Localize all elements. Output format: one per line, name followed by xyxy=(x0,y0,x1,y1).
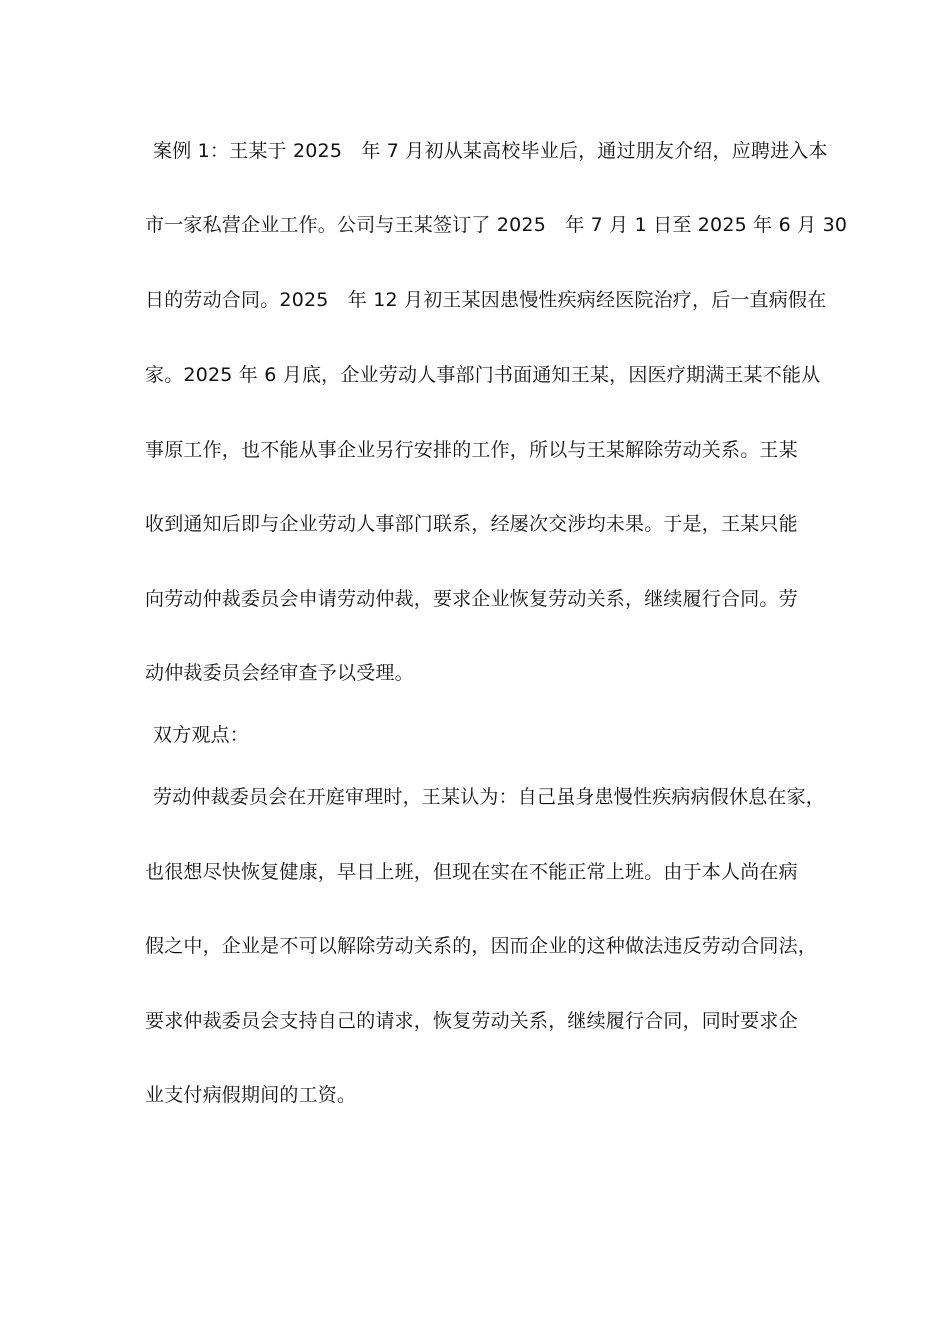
case-paragraph-line-4: 家。2025 年 6 月底，企业劳动人事部门书面通知王某，因医疗期满王某不能从 xyxy=(145,364,821,386)
argument-paragraph-line-3: 假之中，企业是不可以解除劳动关系的，因而企业的这种做法违反劳动合同法， xyxy=(145,935,818,957)
argument-paragraph-line-5: 业支付病假期间的工资。 xyxy=(145,1084,357,1106)
case-paragraph-line-3: 日的劳动合同。2025 年 12 月初王某因患慢性疾病经医院治疗，后一直病假在 xyxy=(145,289,827,311)
argument-paragraph-line-1: 劳动仲裁委员会在开庭审理时，王某认为：自己虽身患慢性疾病病假休息在家， xyxy=(153,786,826,808)
argument-paragraph-line-4: 要求仲裁委员会支持自己的请求，恢复劳动关系，继续履行合同，同时要求企 xyxy=(145,1010,798,1032)
argument-paragraph-line-2: 也很想尽快恢复健康，早日上班，但现在实在不能正常上班。由于本人尚在病 xyxy=(145,861,798,883)
case-paragraph-line-5: 事原工作，也不能从事企业另行安排的工作，所以与王某解除劳动关系。王某 xyxy=(145,439,798,461)
case-paragraph-line-8: 动仲裁委员会经审查予以受理。 xyxy=(145,662,414,684)
case-paragraph-line-1: 案例 1：王某于 2025 年 7 月初从某高校毕业后，通过朋友介绍，应聘进入本 xyxy=(153,140,828,162)
case-paragraph-line-7: 向劳动仲裁委员会申请劳动仲裁，要求企业恢复劳动关系，继续履行合同。劳 xyxy=(145,588,798,610)
case-paragraph-line-2: 市一家私营企业工作。公司与王某签订了 2025 年 7 月 1 日至 2025 年 6 月 30 xyxy=(145,214,848,236)
case-paragraph-line-6: 收到通知后即与企业劳动人事部门联系，经屡次交涉均未果。于是，王某只能 xyxy=(145,513,798,535)
section-heading: 双方观点： xyxy=(153,724,250,746)
